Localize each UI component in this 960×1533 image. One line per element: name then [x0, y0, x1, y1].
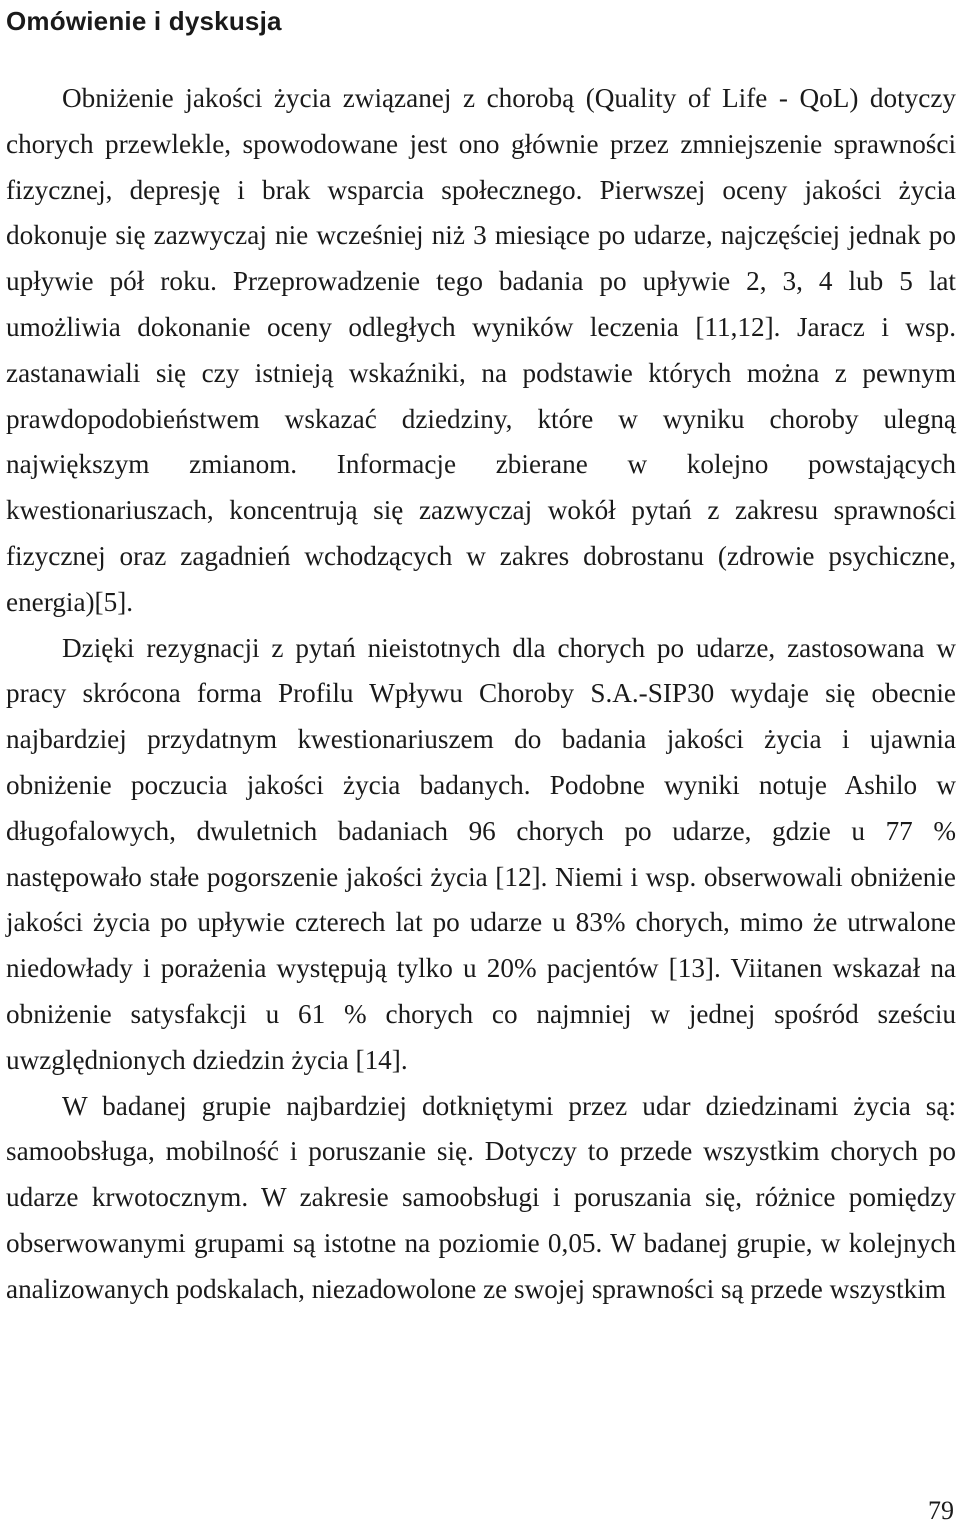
- section-heading: Omówienie i dyskusja: [6, 6, 282, 36]
- paragraph: Obniżenie jakości życia związanej z chorobą (Quality of Life - QoL) dotyczy chorych przewlekle, spowodowane jest ono głównie przez zmniejszenie sprawności fizycznej, depresję i brak wsparcia społecznego. Pierwszej oceny jakości życia dokonuje się zazwyczaj nie wcześniej niż 3 miesiące po udarze, najczęściej jednak po upływie pół roku. Przeprowadzenie tego badania po upływie 2, 3, 4 lub 5 lat umożliwia dokonanie oceny odległych wyników leczenia [11,12]. Jaracz i wsp. zastanawiali się czy istnieją wskaźniki, na podstawie których można z pewnym prawdopodobieństwem wskazać dziedziny, które w wyniku choroby ulegną największym zmianom. Informacje zbierane w kolejno powstających kwestionariuszach, koncentrują się zazwyczaj wokół pytań z zakresu sprawności fizycznej oraz zagadnień wchodzących w zakres dobrostanu (zdrowie psychiczne, energia)[5].: [6, 83, 956, 617]
- body-text: [6, 76, 956, 1313]
- paragraph: Dzięki rezygnacji z pytań nieistotnych dla chorych po udarze, zastosowana w pracy skrócona forma Profilu Wpływu Choroby S.A.-SIP30 wydaje się obecnie najbardziej przydatnym kwestionariuszem do badania jakości życia i ujawnia obniżenie poczucia jakości życia badanych. Podobne wyniki notuje Ashilo w długofalowych, dwuletnich badaniach 96 chorych po udarze, gdzie u 77 % następowało stałe pogorszenie jakości życia [12]. Niemi i wsp. obserwowali obniżenie jakości życia po upływie czterech lat po udarze u 83% chorych, mimo że utrwalone niedowłady i porażenia występują tylko u 20% pacjentów [13]. Viitanen wskazał na obniżenie satysfakcji u 61 % chorych co najmniej w jednej spośród sześciu uwzględnionych dziedzin życia [14].: [6, 632, 956, 1075]
- paragraph: W badanej grupie najbardziej dotkniętymi przez udar dziedzinami życia są: samoobsługa, mobilność i poruszanie się. Dotyczy to przede wszystkim chorych po udarze krwotocznym. W zakresie samoobsługi i poruszania się, różnice pomiędzy obserwowanymi grupami są istotne na poziomie 0,05. W badanej grupie, w kolejnych analizowanych podskalach, niezadowolone ze swojej sprawności są przede wszystkim: [6, 1090, 956, 1304]
- document-page: [6, 0, 956, 1313]
- page-number: 79: [928, 1496, 954, 1525]
